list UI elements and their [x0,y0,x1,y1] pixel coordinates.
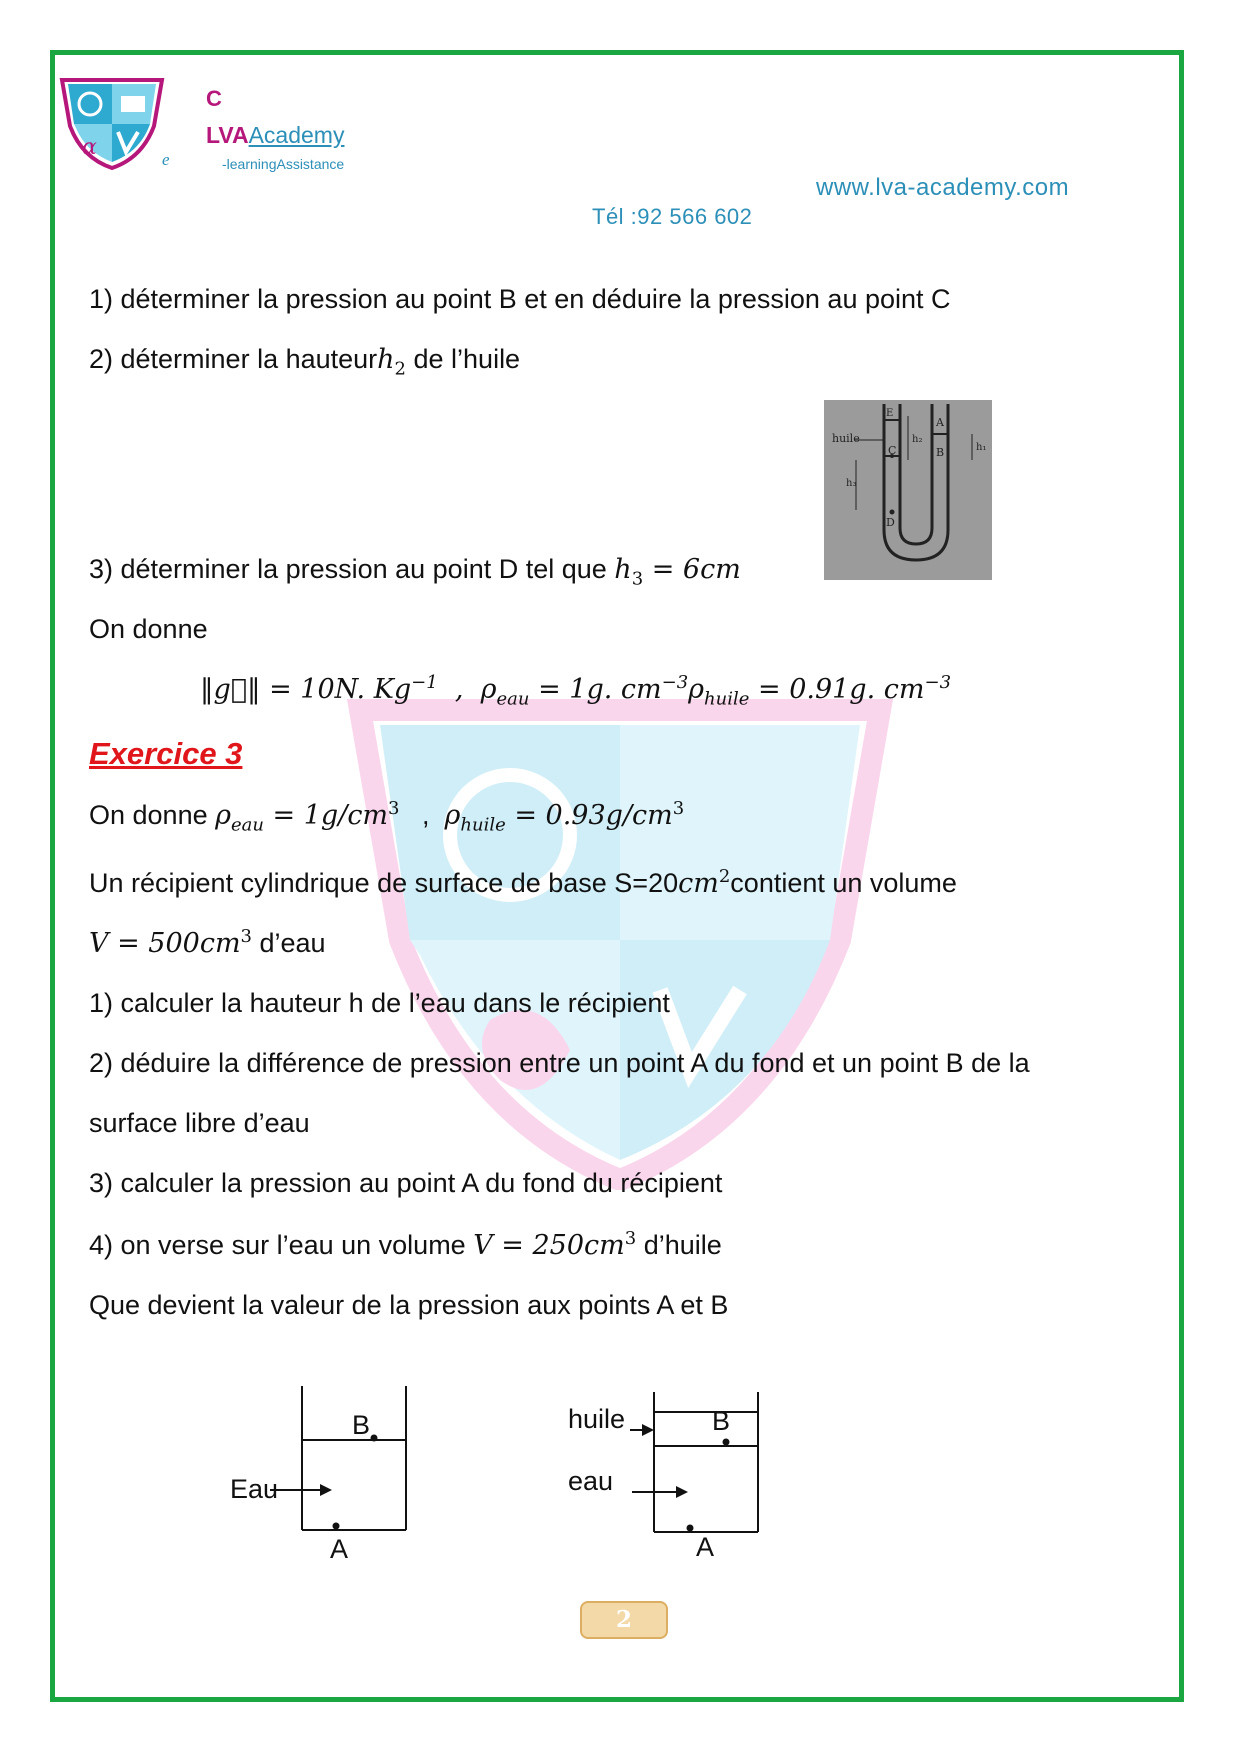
ex3-rho-huile-sub: huile [460,814,506,836]
ex3-l2-math: V = 500cm [89,928,241,959]
question-3 [89,554,741,589]
ex3-q4-post: d’huile [636,1230,722,1260]
telephone-text: Tél :92 566 602 [592,204,753,229]
given-rho-eau-sub: eau [496,688,530,710]
given-rho-huile-exp: −3 [924,672,952,693]
question-2-post: de l’huile [406,344,521,374]
question-2-text: 2) déterminer la hauteur [89,344,378,374]
question-3-sub: 3 [631,568,644,590]
photo-label-huile: huile [832,432,860,445]
diagram2-label-huile: huile [568,1404,626,1434]
diagram-water-container [220,1384,420,1564]
question-3-eq: = 6cm [643,554,741,585]
photo-label-b: B [936,446,945,459]
logo-e: e [162,150,170,169]
question-3-var: h [614,554,632,585]
exercise-3-question-2b: surface libre d’eau [89,1108,310,1138]
given-g-exp: −1 [411,672,438,693]
exercise-3-data [89,798,684,835]
ex3-sep: , [399,800,445,830]
given-rho-eau-exp: −3 [661,672,689,693]
ex3-l2-post: d’eau [252,928,326,958]
diagram-oil-water-container [560,1384,780,1564]
diagram1-label-b: B [352,1410,371,1440]
logo-brand-academy: Academy [248,122,345,148]
given-rho-eau-val: = 1g. cm [529,674,662,705]
logo-letter: C [206,86,222,111]
ex3-rho-huile-exp: 3 [672,798,685,819]
exercise-3-title: Exercice 3 [89,736,243,771]
diagram1-label-eau: Eau [230,1474,279,1504]
diagram1-label-a: A [330,1534,349,1564]
ex3-q4-exp: 3 [624,1228,637,1249]
ex3-l1-math: cm [678,868,719,899]
given-g: ‖g⃗‖ = 10N. Kg [200,674,412,705]
ex3-rho-eau: ρ [215,800,231,831]
logo-brand [206,122,344,149]
photo-label-a: A [936,416,944,429]
question-2 [89,344,520,379]
given-rho-huile-val: = 0.91g. cm [749,674,925,705]
ex3-q4-math: V = 250cm [473,1230,625,1261]
photo-label-d: D [886,516,895,529]
question-2-sub: 2 [394,358,406,380]
diagram2-label-eau: eau [568,1466,614,1496]
lva-logo-icon [58,76,166,172]
given-values [200,672,951,709]
ex3-l1-pre: Un récipient cylindrique de surface de base S=20 [89,868,679,898]
logo-brand-lva: LVA [206,122,249,148]
watermark-logo [340,690,900,1190]
svg-text:α: α [82,135,97,160]
question-2-var: h [377,344,395,375]
on-donne-label: On donne [89,614,208,644]
ex3-rho-eau-val: = 1g/cm [263,800,389,831]
website-text: www.lva-academy.com [816,174,1070,201]
photo-label-c: C [888,444,897,457]
ex3-l1-exp: 2 [718,866,731,887]
question-3-text: 3) déterminer la pression au point D tel que [89,554,615,584]
photo-label-h3: h₃ [846,478,857,489]
given-rho-huile-sub: huile [704,688,750,710]
ex3-rho-huile-val: = 0.93g/cm [505,800,673,831]
diagram2-label-b: B [712,1406,731,1436]
page-number: 2 [580,1601,668,1639]
exercise-3-question-2a: 2) déduire la différence de pression entre un point A du fond et un point B de la [89,1048,1030,1078]
ex3-q4-pre: 4) on verse sur l’eau un volume [89,1230,474,1260]
ex3-rho-eau-exp: 3 [388,798,400,819]
exercise-3-line-2 [89,926,326,959]
question-1: 1) déterminer la pression au point B et en déduire la pression au point C [89,284,951,314]
given-sep: , [437,674,481,705]
u-tube-photo [824,400,992,580]
ex3-rho-eau-sub: eau [230,814,264,836]
logo-tagline: -learningAssistance [222,156,345,172]
exercise-3-question-1: 1) calculer la hauteur h de l’eau dans le récipient [89,988,670,1018]
exercise-3-question-4 [89,1228,722,1261]
ex3-data-pre: On donne [89,800,216,830]
given-rho-eau: ρ [480,674,497,705]
ex3-l2-exp: 3 [240,926,252,947]
given-rho-huile: ρ [688,674,705,705]
photo-label-e: E [886,408,894,419]
diagram2-label-a: A [696,1532,715,1562]
exercise-3-question-5: Que devient la valeur de la pression aux points A et B [89,1290,729,1320]
photo-label-h2: h₂ [912,434,923,445]
exercise-3-question-3: 3) calculer la pression au point A du fond du récipient [89,1168,723,1198]
ex3-rho-huile: ρ [444,800,461,831]
ex3-l1-post: contient un volume [730,868,957,898]
photo-label-h1: h₁ [976,442,987,453]
exercise-3-line-1 [89,866,957,899]
